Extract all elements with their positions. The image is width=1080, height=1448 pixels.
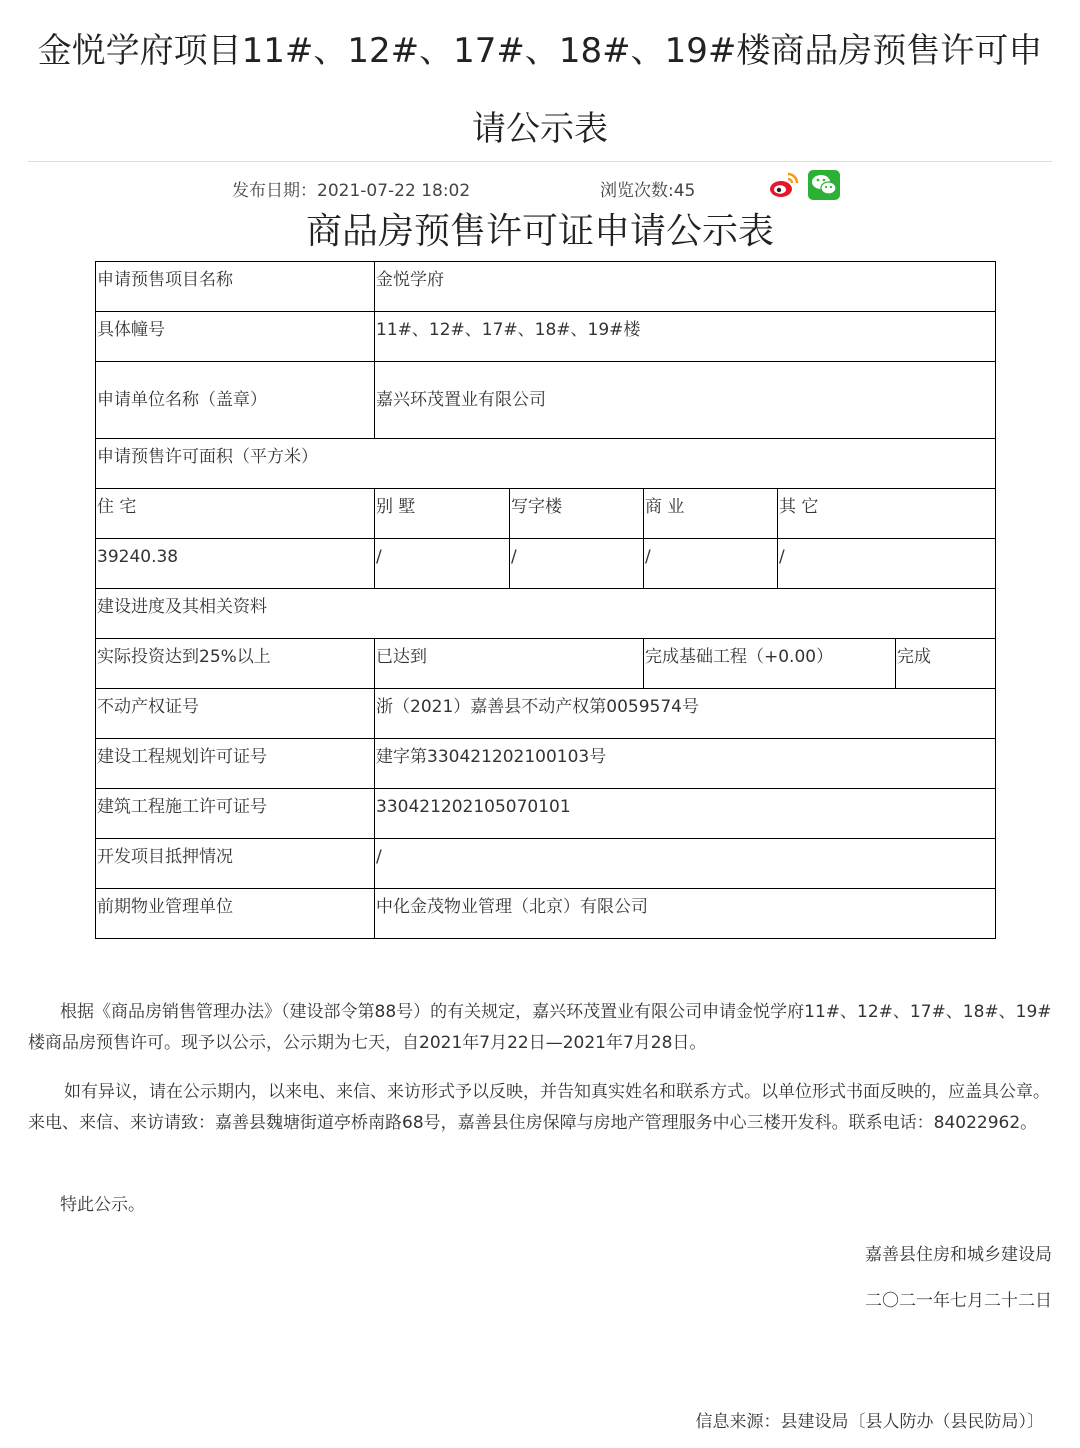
foundation-value: 完成 [896,639,996,689]
document-title: 商品房预售许可证申请公示表 [305,211,774,252]
table-row [96,889,996,939]
property-mgmt-value: 中化金茂物业管理（北京）有限公司 [375,889,996,939]
table-row [96,362,996,439]
notice-paragraph-1: 根据《商品房销售管理办法》（建设部令第88号）的有关规定，嘉兴环茂置业有限公司申请金悦学府11#、12#、17#、18#、19#楼商品房预售许可。现予以公示，公示期为七天，自2021年7月22日—2021年7月28日。 [28,1002,1052,1053]
mortgage-label: 开发项目抵押情况 [96,839,375,889]
planning-permit-value: 建字第330421202100103号 [375,739,996,789]
applicant-label: 申请单位名称（盖章） [96,362,375,439]
property-mgmt-label: 前期物业管理单位 [96,889,375,939]
view-count: 浏览次数:45 [600,181,696,201]
buildings-label: 具体幢号 [96,312,375,362]
page-title: 金悦学府项目11#、12#、17#、18#、19#楼商品房预售许可申请公示表 [37,31,1043,149]
property-cert-value: 浙（2021）嘉善县不动产权第0059574号 [375,689,996,739]
area-value-commercial: / [644,539,778,589]
project-name-value: 金悦学府 [375,262,996,312]
table-row [96,689,996,739]
construction-permit-label: 建筑工程施工许可证号 [96,789,375,839]
area-header-commercial: 商 业 [644,489,778,539]
area-header-office: 写字楼 [510,489,644,539]
area-header-villa: 别 墅 [375,489,510,539]
issue-date: 二〇二一年七月二十二日 [865,1291,1052,1311]
table-row [96,639,996,689]
table-row [96,839,996,889]
foundation-label: 完成基础工程（+0.00） [644,639,896,689]
area-label: 申请预售许可面积（平方米） [96,439,996,489]
investment-label: 实际投资达到25%以上 [96,639,375,689]
table-row [96,789,996,839]
area-header-residential: 住 宅 [96,489,375,539]
issuer: 嘉善县住房和城乡建设局 [865,1245,1052,1265]
notice-paragraph-2: 如有异议，请在公示期内，以来电、来信、来访形式予以反映，并告知真实姓名和联系方式。以单位形式书面反映的，应盖具公章。来电、来信、来访请致：嘉善县魏塘街道亭桥南路68号，嘉善县住房保障与房地产管理服务中心三楼开发科。联系电话：84022962。 [28,1082,1050,1133]
application-table [95,261,996,939]
construction-permit-value: 330421202105070101 [375,789,996,839]
mortgage-value: / [375,839,996,889]
table-row [96,312,996,362]
progress-label: 建设进度及其相关资料 [96,589,996,639]
area-value-residential: 39240.38 [96,539,375,589]
table-row [96,439,996,489]
notice-paragraph-3: 特此公示。 [60,1195,145,1215]
planning-permit-label: 建设工程规划许可证号 [96,739,375,789]
buildings-value: 11#、12#、17#、18#、19#楼 [375,312,996,362]
area-value-office: / [510,539,644,589]
table-row [96,539,996,589]
table-row [96,739,996,789]
table-row [96,589,996,639]
info-source: 信息来源：县建设局〔县人防办（县民防局）〕 [695,1412,1044,1432]
investment-value: 已达到 [375,639,644,689]
area-value-villa: / [375,539,510,589]
area-value-other: / [778,539,996,589]
publish-date: 发布日期：2021-07-22 18:02 [232,181,471,201]
project-name-label: 申请预售项目名称 [96,262,375,312]
table-row [96,262,996,312]
area-header-other: 其 它 [778,489,996,539]
weibo-icon[interactable] [768,170,800,200]
wechat-icon[interactable] [808,170,840,200]
table-row [96,489,996,539]
applicant-value: 嘉兴环茂置业有限公司 [375,362,996,439]
property-cert-label: 不动产权证号 [96,689,375,739]
title-divider [28,161,1052,162]
